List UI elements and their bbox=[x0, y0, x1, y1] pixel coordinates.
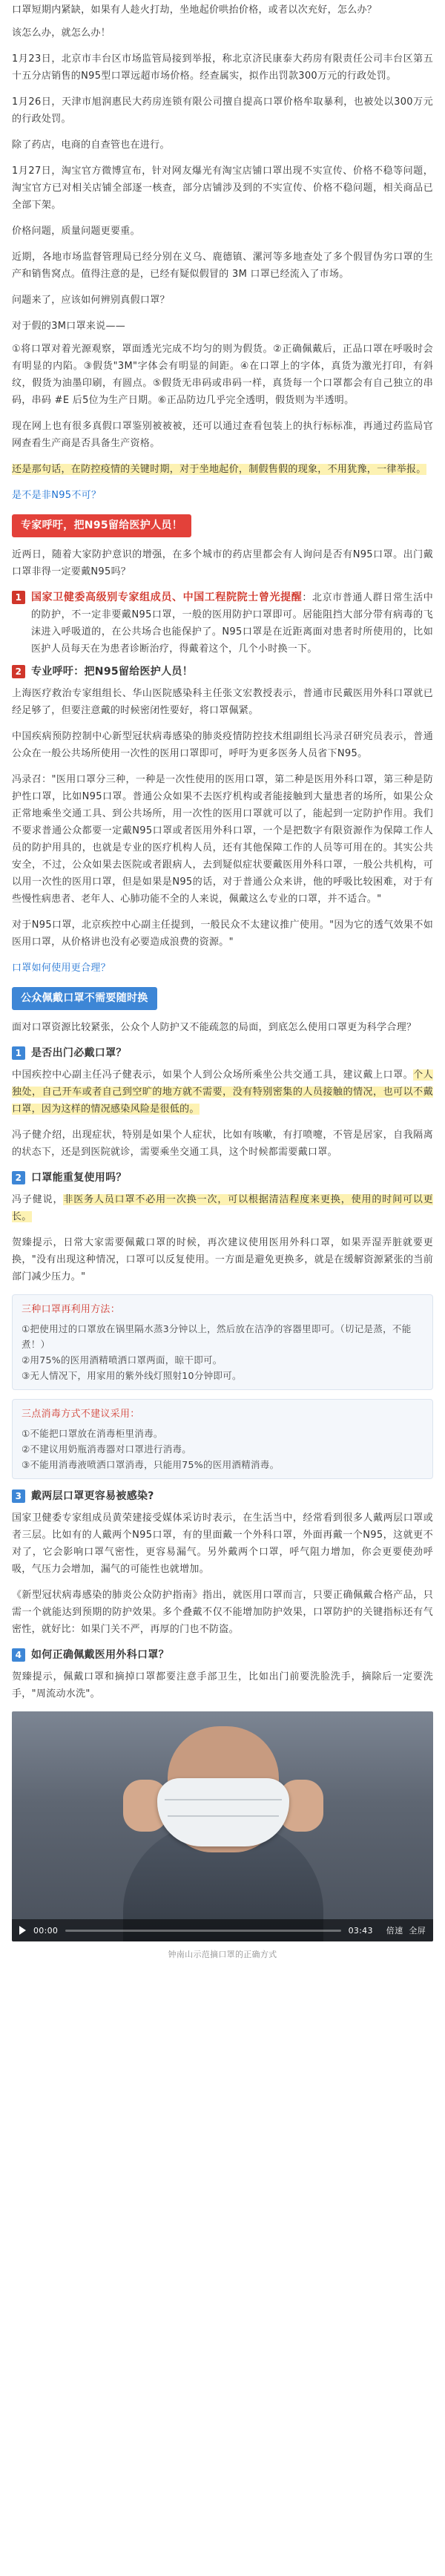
paragraph: 近两日，随着大家防护意识的增强，在多个城市的药店里都会有人询问是否有N95口罩。出门戴口罩非得一定要戴N95吗？ bbox=[12, 549, 433, 577]
paragraph: 近期，各地市场监督管理局已经分别在义乌、鹿德镇、漯河等多地查处了多个假冒伪劣口罩的生产和销售窝点。值得注意的是，已经有疑似假冒的 3M 口罩已经流入了市场。 bbox=[12, 252, 433, 280]
paragraph: 国家卫健委专家组成员黄荣建接受媒体采访时表示，在生活当中，经常看到很多人戴两层口罩或者三层。比如有的人戴两个N95口罩，有的里面戴一个外科口罩，外面再戴一个N95，这就更不对了，它会影响口罩气密性，更容易漏气。另外戴两个口罩，呼气阻力增加，你会更要使劲呼吸，气压力会增加，漏气的可能性也就增加。 bbox=[12, 1513, 433, 1575]
subsection-title: 口罩能重复使用吗？ bbox=[31, 1172, 127, 1184]
subsection-title: 戴两层口罩更容易被感染? bbox=[31, 1490, 154, 1502]
paragraph: 对于假的3M口罩来说—— bbox=[12, 321, 126, 332]
subsection-heading bbox=[12, 1647, 433, 1664]
paragraph: 该怎么办，就怎么办！ bbox=[12, 27, 111, 39]
tips-box-reuse bbox=[12, 1294, 433, 1390]
playback-rate-button[interactable]: 倍速 bbox=[386, 1925, 403, 1936]
number-badge: 2 bbox=[12, 1171, 25, 1184]
paragraph: ①将口罩对着光源观察，罩面透光完成不均匀的则为假货。②正确佩戴后，正品口罩在呼吸时会有明显的内陷。③假货"3M"字体会有明显的间距。④在口罩上的字体，真货为激光打印，有斜纹，假货为油墨印刷，有圆点。⑤假货无串码或串码一样，真货每一个口罩都会有自己独立的串码，串码 #E 后5位为生产日期。⑥正品防边几乎完全透明，假货则为半透明。 bbox=[12, 344, 433, 406]
video-player[interactable] bbox=[12, 1711, 433, 1941]
section-question-heading: 口罩如何使用更合理？ bbox=[12, 963, 111, 974]
paragraph: 问题来了，应该如何辨别真假口罩？ bbox=[12, 295, 170, 306]
video-frame-mask bbox=[168, 1815, 279, 1817]
subsection-heading bbox=[12, 589, 433, 658]
paragraph: 现在网上也有很多真假口罩鉴别被被被，还可以通过查看包装上的执行标标准，再通过药监局官网查看生产商是否具备生产资格。 bbox=[12, 421, 433, 449]
tips-box-item: ③不能用消毒液喷洒口罩消毒，只能用75%的医用酒精消毒。 bbox=[22, 1459, 280, 1470]
paragraph: 贺臻提示，佩戴口罩和摘掉口罩都要注意手部卫生，比如出门前要洗脸洗手，摘除后一定要洗手，"周流动水洗"。 bbox=[12, 1671, 433, 1700]
video-frame-mask bbox=[165, 1799, 282, 1800]
paragraph: 中国疾病预防控制中心新型冠状病毒感染的肺炎疫情防控技术组副组长冯录召研究员表示，普通公众在一般公共场所使用一次性的医用口罩即可，呼吁为更多医务人员省下N95。 bbox=[12, 731, 433, 759]
tips-box-item: ②用75%的医用酒精喷洒口罩两面，晾干即可。 bbox=[22, 1354, 222, 1366]
paragraph bbox=[12, 1066, 433, 1118]
subsection-title: 如何正确佩戴医用外科口罩？ bbox=[31, 1649, 169, 1661]
section-banner: 专家呼吁，把N95留给医护人员！ bbox=[12, 514, 191, 537]
video-progress-bar[interactable] bbox=[65, 1930, 340, 1932]
video-total-time: 03:43 bbox=[348, 1925, 373, 1936]
subsection-title: 国家卫健委高级别专家组成员、中国工程院院士曾光提醒 bbox=[31, 591, 303, 603]
highlight-text: 个人独处，自己开车或者自己到空旷的地方就不需要，没有特别密集的人员接触的情况，也可以不戴口罩，因为这样的情况感染风险是很低的。 bbox=[12, 1069, 433, 1115]
paragraph bbox=[31, 589, 433, 658]
video-current-time: 00:00 bbox=[33, 1925, 59, 1936]
subsection-heading bbox=[12, 1170, 433, 1187]
paragraph: 1月27日，淘宝官方微博宣布，针对网友爆光有淘宝店铺口罩出现不实宣传、价格不稳等问题，淘宝官方已对相关店铺全部逐一核查，部分店铺涉及到的不实宣传、价格不稳问题，相关商品已全部下架。 bbox=[12, 165, 433, 211]
paragraph: 面对口罩资源比较紧张，公众个人防护又不能疏忽的局面，到底怎么使用口罩更为科学合理？ bbox=[12, 1022, 417, 1033]
tips-box-title: 三种口罩再利用方法： bbox=[22, 1304, 121, 1315]
paragraph bbox=[12, 1191, 433, 1225]
subsection-title: 是否出门必戴口罩？ bbox=[31, 1047, 127, 1059]
paragraph: 《新型冠状病毒感染的肺炎公众防护指南》指出，就医用口罩而言，只要正确佩戴合格产品，只需一个就能达到预期的防护效果。多个叠戴不仅不能增加防护效果，口罩防护的关键指标还有气密性，就好比：如果门关不严，再厚的门也不防盗。 bbox=[12, 1590, 433, 1635]
paragraph: 口罩短期内紧缺，如果有人趁火打劫，坐地起价哄抬价格，或者以次充好，怎么办？ bbox=[12, 4, 378, 16]
paragraph bbox=[12, 461, 433, 478]
paragraph-body: 中国疾控中心副主任冯子健表示，如果个人到公众场所乘坐公共交通工具，建议戴上口罩。 bbox=[12, 1069, 414, 1081]
paragraph: 价格问题，质量问题更要重。 bbox=[12, 226, 140, 237]
paragraph: 1月26日，天津市旭润惠民大药房连锁有限公司擅自提高口罩价格牟取暴利，也被处以300万元的行政处罚。 bbox=[12, 96, 433, 125]
paragraph: 冯子健介绍，出现症状，特别是如果个人症状，比如有咳嗽，有打喷嚏，不管是居家，自我隔离的状态下，还是到医院就诊，需要乘坐交通工具，这个时候都需要戴口罩。 bbox=[12, 1130, 433, 1158]
video-controls bbox=[12, 1919, 433, 1941]
subsection-heading bbox=[12, 1045, 433, 1062]
subsection-heading bbox=[12, 1488, 433, 1505]
subsection-heading bbox=[12, 663, 433, 681]
number-badge: 3 bbox=[12, 1489, 25, 1503]
tips-box-item: ①把使用过的口罩放在锅里隔水蒸3分钟以上，然后放在洁净的容器里即可。（切记是蒸，不能煮！） bbox=[22, 1323, 412, 1350]
paragraph-body: 冯子健说， bbox=[12, 1194, 64, 1205]
tips-box-item: ①不能把口罩放在消毒柜里消毒。 bbox=[22, 1428, 163, 1439]
fullscreen-button[interactable]: 全屏 bbox=[409, 1925, 426, 1936]
number-badge: 4 bbox=[12, 1648, 25, 1662]
paragraph-body: ：北京市普通人群日常生活中的防护，不一定非要戴N95口罩，一般的医用防护口罩即可。居能阻挡大部分带有病毒的飞沫进入呼吸道的，在公共场合也能保护了。N95口罩是在近距离面对患者时所使用的，比如医护人员每天在为患者诊断治疗，得戴着这个，几个小时换一下。 bbox=[31, 592, 434, 655]
paragraph: 贺臻提示，日常大家需要佩戴口罩的时候，再次建议使用医用外科口罩，如果弄湿弄脏就要更换，"没有出现这种情况，口罩可以反复使用。一方面是避免更换多，就是在缓解资源紧张的当前部门减少压力。" bbox=[12, 1237, 433, 1282]
section-banner: 公众佩戴口罩不需要随时换 bbox=[12, 987, 157, 1010]
paragraph: 冯录召："医用口罩分三种，一种是一次性使用的医用口罩，第二种是医用外科口罩，第三种是防护性口罩，比如N95口罩。普通公众如果不去医疗机构或者能接触到大量患者的场所，如果公众正常地乘坐交通工具、到公共场所，用一次性的医用口罩就可以了，能起到一定防护作用。我们不要求普通公众都要一定戴N95口罩或者医用外科口罩，一个是把数字有限资源作为保障工作人员的防护用具的，也就是专业的医疗机构人员，还有其他保障工作的人员等可用在的。其实公共安全，不过，公众如果去医院或者跟病人，去到疑似症状要戴医用外科口罩，一般公共机构，可以用一次性的医用口罩，但是如果是N95的话，对于普通公众来讲，他的呼吸比较困难，对于有些慢性病患者、老年人、心肺功能不全的人来说，佩戴这么专业的口罩，并不适合。" bbox=[12, 774, 433, 905]
video-caption: 钟南山示范摘口罩的正确方式 bbox=[168, 1950, 277, 1959]
subsection-title: 专业呼吁：把N95留给医护人员！ bbox=[31, 666, 193, 678]
tips-box-item: ③无人情况下，用家用的紫外线灯照射10分钟即可。 bbox=[22, 1370, 242, 1381]
paragraph: 对于N95口罩，北京疾控中心副主任提到，一般民众不太建议推广使用。"因为它的透气效果不如医用口罩，从价格讲也没有必要造成浪费的资源。" bbox=[12, 920, 433, 948]
highlight-text: 非医务人员口罩不必用一次换一次，可以根据清洁程度来更换，使用的时间可以更长。 bbox=[12, 1194, 433, 1222]
tips-box-item: ②不建议用奶瓶消毒器对口罩进行消毒。 bbox=[22, 1443, 192, 1455]
play-icon[interactable] bbox=[19, 1926, 26, 1935]
paragraph: 除了药店，电商的自查管也在进行。 bbox=[12, 140, 170, 151]
video-frame-mask bbox=[157, 1778, 289, 1846]
section-question-heading: 是不是非N95不可？ bbox=[12, 490, 102, 501]
tips-box-disinfect bbox=[12, 1399, 433, 1479]
number-badge: 1 bbox=[12, 591, 25, 604]
number-badge: 2 bbox=[12, 665, 25, 678]
tips-box-title: 三点消毒方式不建议采用： bbox=[22, 1409, 140, 1420]
number-badge: 1 bbox=[12, 1046, 25, 1060]
highlight-text: 还是那句话，在防控疫情的关键时期，对于坐地起价，制假售假的现象，不用犹豫，一律举报。 bbox=[12, 464, 426, 475]
paragraph: 1月23日，北京市丰台区市场监管局接到举报，称北京济民康泰大药房有限责任公司丰台区第五十五分店销售的N95型口罩远超市场价格。经查属实，拟作出罚款300万元的行政处罚。 bbox=[12, 53, 433, 82]
paragraph: 上海医疗救治专家组组长、华山医院感染科主任张文宏教授表示，普通市民戴医用外科口罩就已经足够了，但要注意戴的时候密闭性要好，将口罩佩紧。 bbox=[12, 688, 433, 716]
